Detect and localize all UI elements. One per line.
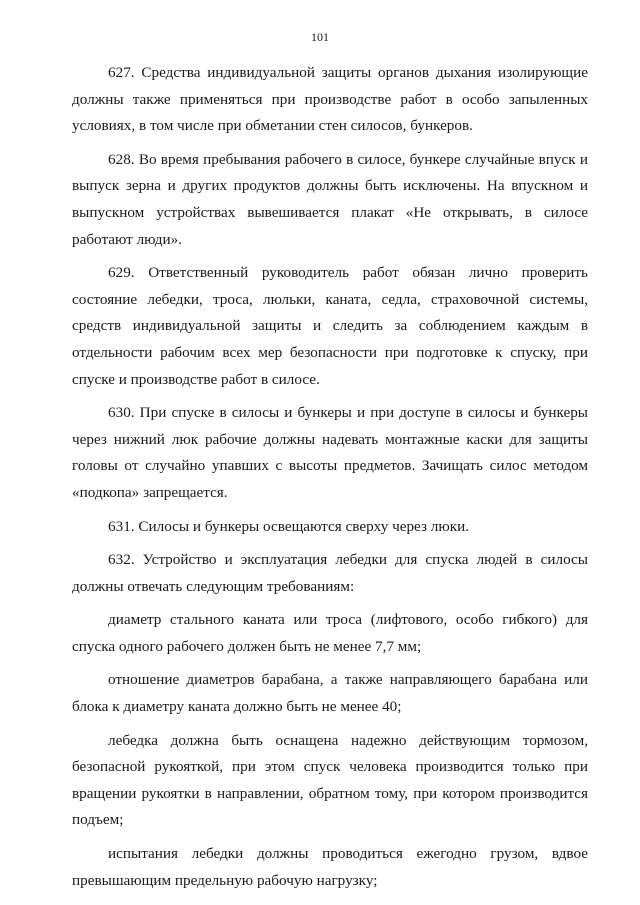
requirement-drum-ratio: отношение диаметров барабана, а также направляющего барабана или блока к диаметру каната должно быть не менее 40; (72, 671, 588, 716)
paragraph-627: 627. Средства индивидуальной защиты органов дыхания изолирующие должны также применяться при производстве работ в особо запыленных условиях, в том числе при обметании стен силосов, бункеров. (72, 64, 588, 135)
paragraph-631: 631. Силосы и бункеры освещаются сверху через люки. (108, 517, 470, 535)
requirement-rope-diameter: диаметр стального каната или троса (лифтового, особо гибкого) для спуска одного рабочего должен быть не менее 7,7 мм; (72, 611, 588, 655)
paragraph-630: 630. При спуске в силосы и бункеры и при доступе в силосы и бункеры через нижний люк рабочие должны надевать монтажные каски для защиты головы от случайно упавших с высоты предметов. Зачищать силос методом «подкопа» запрещается. (72, 404, 588, 501)
paragraph-632: 632. Устройство и эксплуатация лебедки для спуска людей в силосы должны отвечать следующим требованиям: (72, 551, 588, 595)
paragraph-628: 628. Во время пребывания рабочего в силосе, бункере случайные впуск и выпуск зерна и других продуктов должны быть исключены. На впускном и выпускном устройствах вывешивается плакат «Не открывать, в силосе работают люди». (72, 150, 588, 248)
page-number: 101 (311, 30, 329, 44)
requirement-winch-testing: испытания лебедки должны проводиться ежегодно грузом, вдвое превышающим предельную рабочую нагрузку; (72, 845, 588, 889)
document-body (72, 60, 588, 901)
paragraph-629: 629. Ответственный руководитель работ обязан лично проверить состояние лебедки, троса, люльки, каната, седла, страховочной системы, средств индивидуальной защиты и следить за соблюдением каждым в отдельности рабочим всех мер безопасности при подготовке к спуску, при спуске и производстве работ в силосе. (72, 264, 588, 388)
requirement-winch-brake: лебедка должна быть оснащена надежно действующим тормозом, безопасной рукояткой, при этом спуск человека производится только при вращении рукоятки в направлении, обратном тому, при котором производится подъем; (72, 731, 588, 829)
